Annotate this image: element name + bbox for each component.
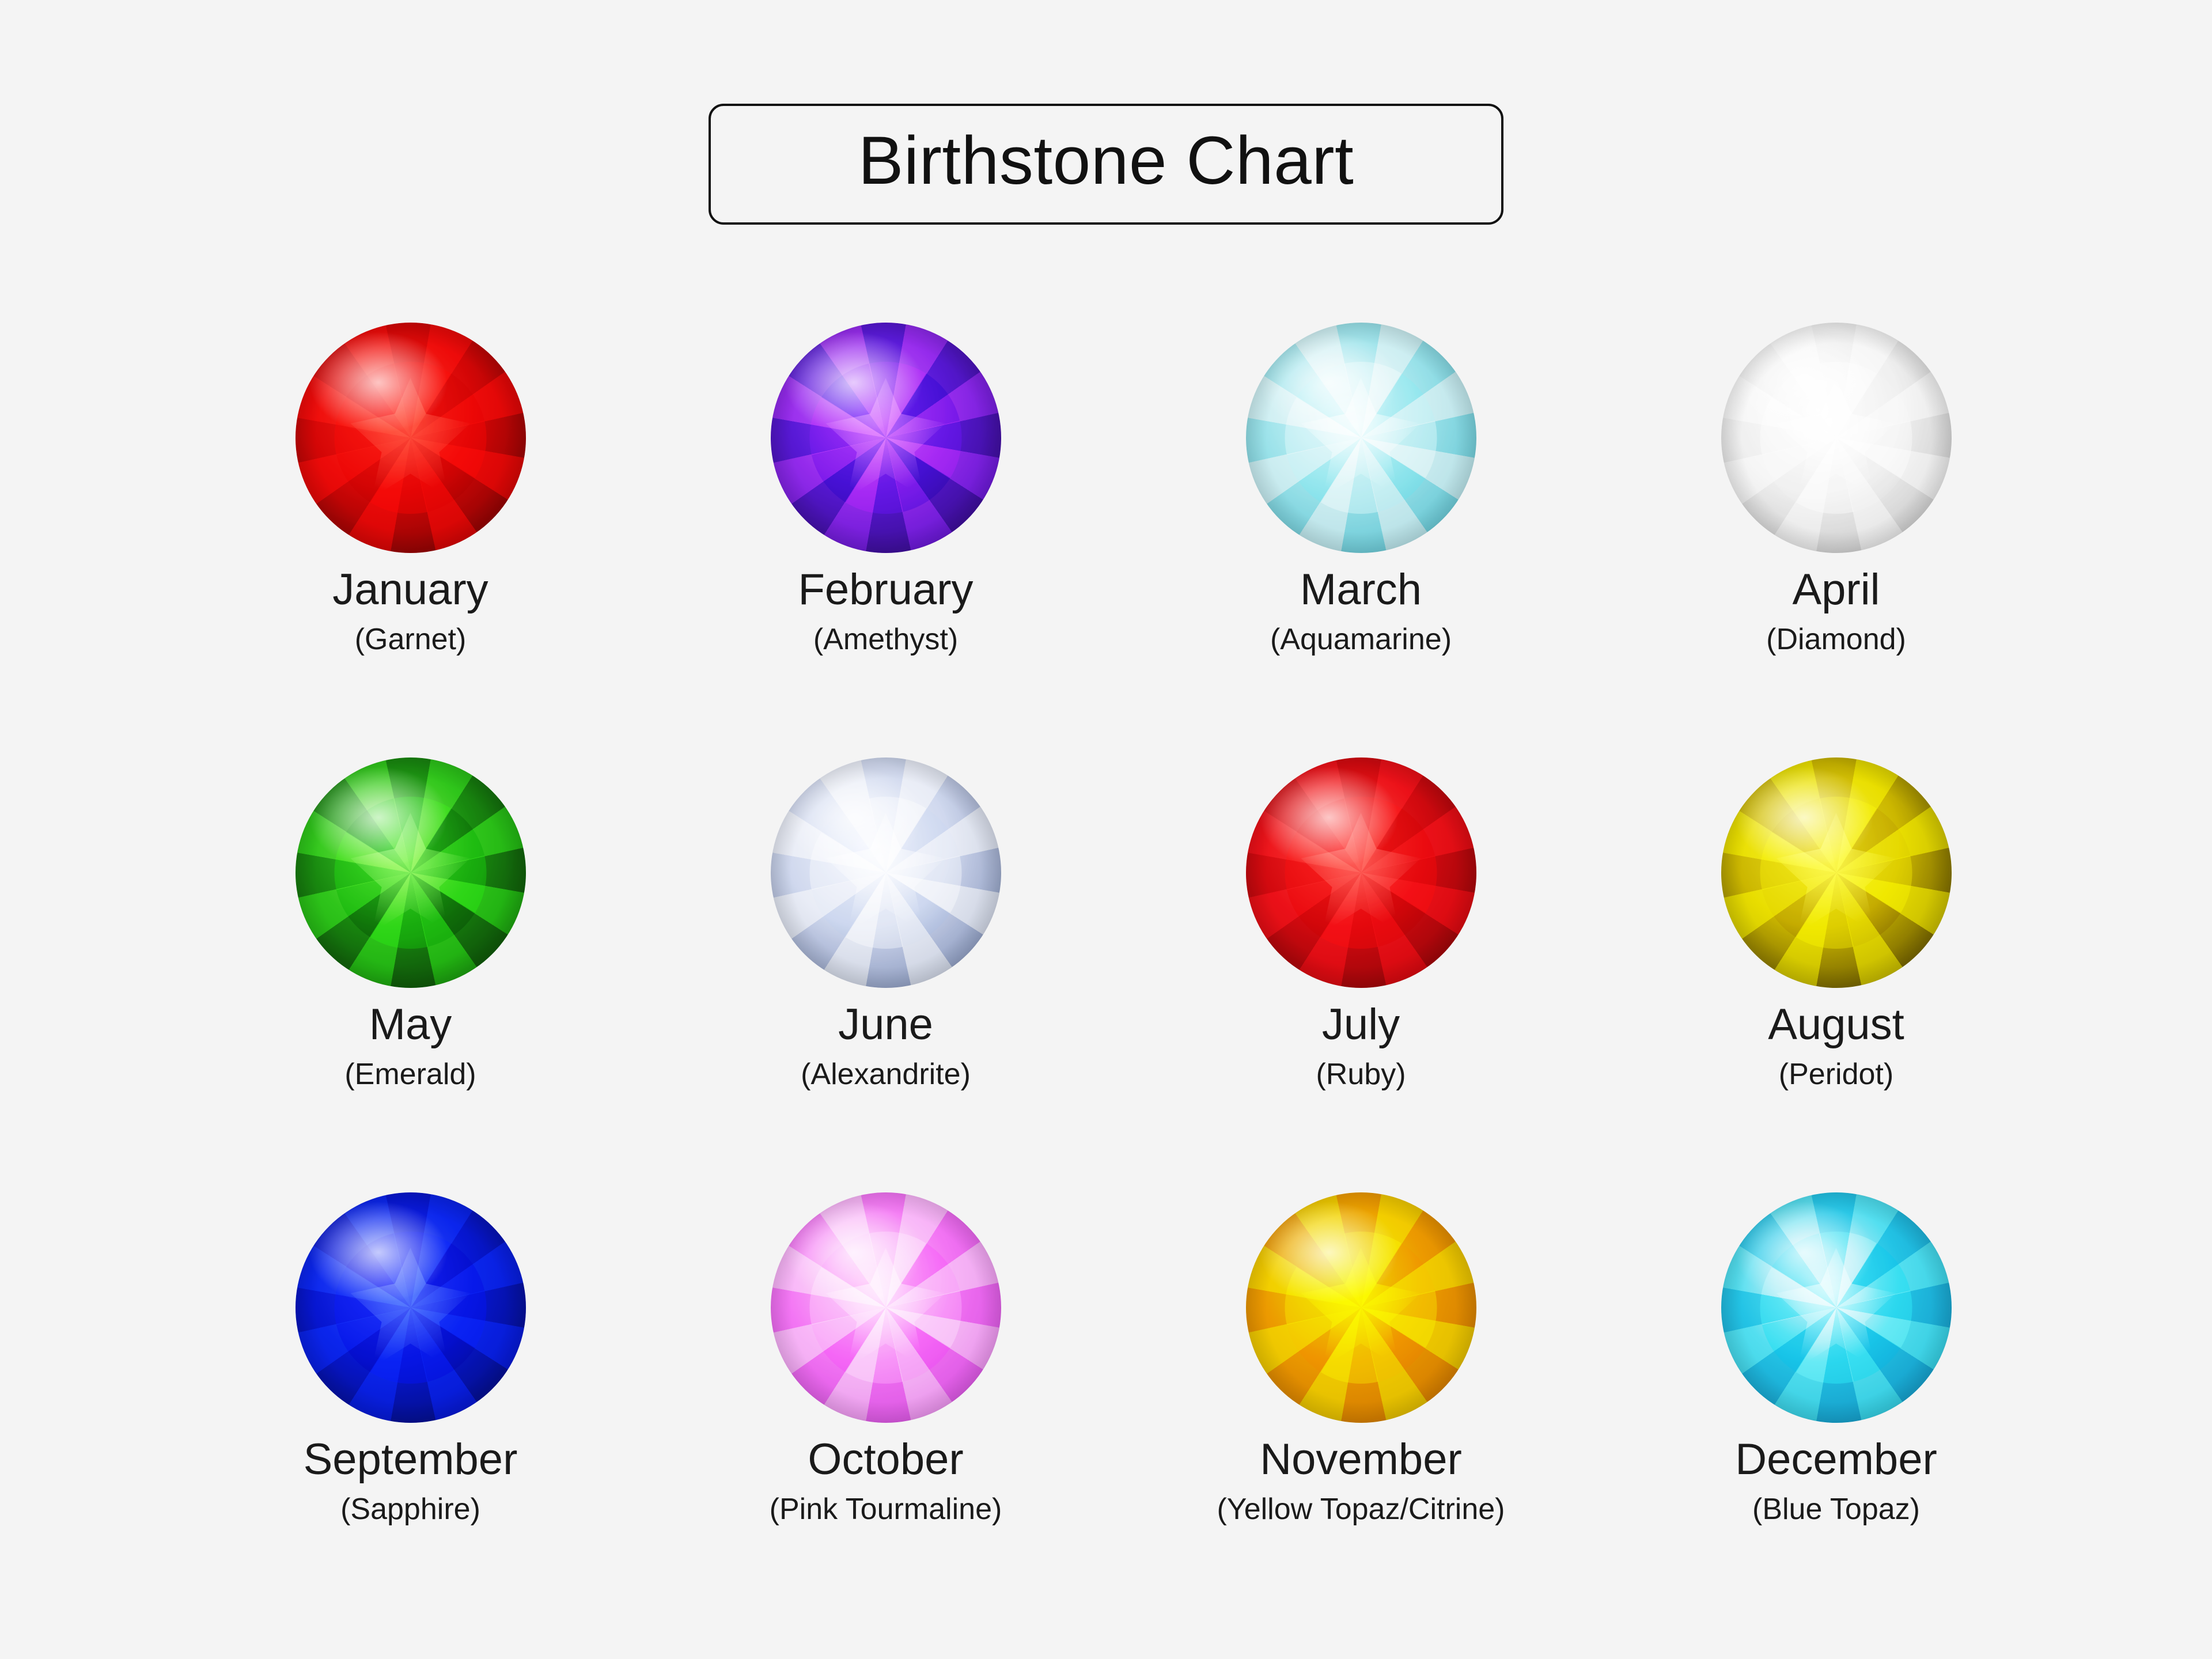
month-label: March [1300, 565, 1422, 614]
month-label: September [303, 1435, 518, 1484]
gem-container [296, 757, 526, 988]
round-brilliant-gem-icon [296, 1192, 526, 1423]
round-brilliant-gem-icon [771, 1192, 1001, 1423]
title-container [0, 104, 2212, 225]
gem-container [296, 1192, 526, 1423]
month-label: June [838, 1000, 933, 1049]
title-box [709, 104, 1503, 225]
month-label: February [798, 565, 974, 614]
stone-label: (Emerald) [344, 1058, 476, 1091]
birthstone-cell [1599, 1192, 2074, 1627]
gem-specular-highlight [1721, 323, 1952, 553]
month-label: December [1735, 1435, 1937, 1484]
stone-label: (Amethyst) [813, 623, 959, 656]
birthstone-cell [648, 1192, 1123, 1627]
gem-container [1721, 1192, 1952, 1423]
month-label: May [369, 1000, 452, 1049]
stone-label: (Ruby) [1316, 1058, 1406, 1091]
round-brilliant-gem-icon [1246, 1192, 1476, 1423]
round-brilliant-gem-icon [296, 323, 526, 553]
gem-specular-highlight [1246, 323, 1476, 553]
round-brilliant-gem-icon [1246, 323, 1476, 553]
round-brilliant-gem-icon [1721, 323, 1952, 553]
stone-label: (Pink Tourmaline) [769, 1493, 1002, 1526]
birthstone-grid [173, 323, 2074, 1627]
round-brilliant-gem-icon [771, 323, 1001, 553]
birthstone-cell [648, 757, 1123, 1192]
gem-specular-highlight [1246, 757, 1476, 988]
stone-label: (Yellow Topaz/Citrine) [1217, 1493, 1505, 1526]
gem-specular-highlight [771, 1192, 1001, 1423]
stone-label: (Peridot) [1778, 1058, 1894, 1091]
birthstone-cell [1599, 757, 2074, 1192]
month-label: April [1792, 565, 1880, 614]
gem-container [771, 757, 1001, 988]
stone-label: (Sapphire) [340, 1493, 480, 1526]
gem-specular-highlight [771, 757, 1001, 988]
gem-specular-highlight [296, 323, 526, 553]
birthstone-cell [648, 323, 1123, 757]
gem-specular-highlight [296, 1192, 526, 1423]
birthstone-cell [1123, 1192, 1599, 1627]
round-brilliant-gem-icon [296, 757, 526, 988]
round-brilliant-gem-icon [1721, 1192, 1952, 1423]
birthstone-cell [1599, 323, 2074, 757]
round-brilliant-gem-icon [1246, 757, 1476, 988]
gem-specular-highlight [1246, 1192, 1476, 1423]
gem-container [1246, 757, 1476, 988]
gem-container [1721, 757, 1952, 988]
stone-label: (Diamond) [1766, 623, 1906, 656]
month-label: August [1768, 1000, 1904, 1049]
stone-label: (Aquamarine) [1270, 623, 1452, 656]
gem-specular-highlight [1721, 1192, 1952, 1423]
gem-container [296, 323, 526, 553]
gem-container [771, 323, 1001, 553]
month-label: October [808, 1435, 964, 1484]
birthstone-cell [173, 323, 648, 757]
gem-container [1246, 1192, 1476, 1423]
gem-container [1246, 323, 1476, 553]
round-brilliant-gem-icon [771, 757, 1001, 988]
stone-label: (Blue Topaz) [1752, 1493, 1920, 1526]
gem-specular-highlight [296, 757, 526, 988]
gem-container [1721, 323, 1952, 553]
gem-specular-highlight [1721, 757, 1952, 988]
birthstone-cell [1123, 757, 1599, 1192]
round-brilliant-gem-icon [1721, 757, 1952, 988]
month-label: July [1321, 1000, 1400, 1049]
birthstone-cell [173, 1192, 648, 1627]
month-label: January [332, 565, 488, 614]
gem-specular-highlight [771, 323, 1001, 553]
birthstone-cell [173, 757, 648, 1192]
gem-container [771, 1192, 1001, 1423]
stone-label: (Garnet) [354, 623, 467, 656]
month-label: November [1260, 1435, 1462, 1484]
stone-label: (Alexandrite) [801, 1058, 971, 1091]
page-title: Birthstone Chart [858, 123, 1354, 199]
birthstone-cell [1123, 323, 1599, 757]
